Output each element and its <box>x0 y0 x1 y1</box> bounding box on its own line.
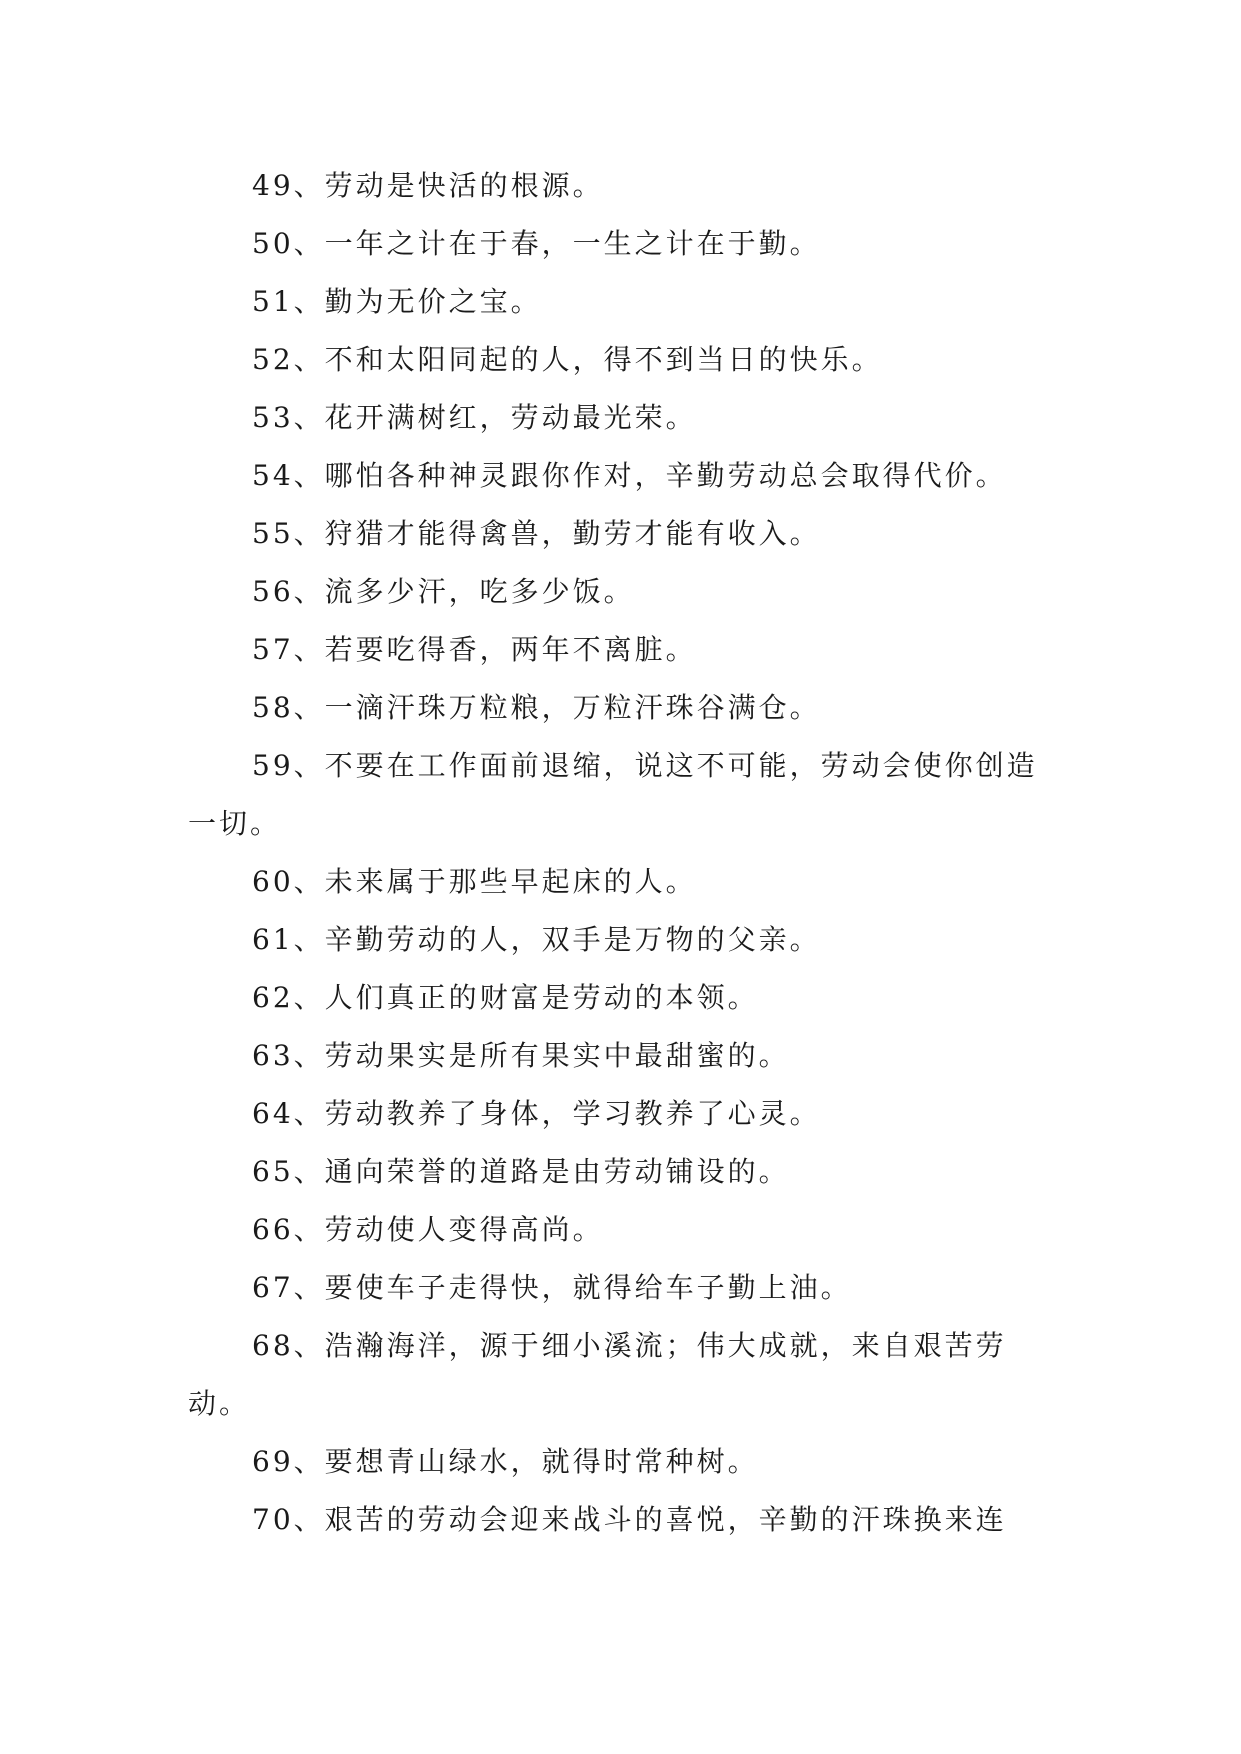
quote-59: 59、不要在工作面前退缩，说这不可能，劳动会使你创造一切。 <box>188 749 1038 840</box>
quote-58: 58、一滴汗珠万粒粮，万粒汗珠谷满仓。 <box>252 691 821 724</box>
quote-63: 63、劳动果实是所有果实中最甜蜜的。 <box>252 1039 790 1072</box>
quote-68: 68、浩瀚海洋，源于细小溪流；伟大成就，来自艰苦劳动。 <box>188 1329 1007 1420</box>
quote-54: 54、哪怕各种神灵跟你作对，辛勤劳动总会取得代价。 <box>252 459 1007 492</box>
quote-53: 53、花开满树红，劳动最光荣。 <box>252 401 697 434</box>
quote-67: 67、要使车子走得快，就得给车子勤上油。 <box>252 1271 852 1304</box>
quote-51: 51、勤为无价之宝。 <box>252 285 542 318</box>
quote-69: 69、要想青山绿水，就得时常种树。 <box>252 1445 759 1478</box>
quote-60: 60、未来属于那些早起床的人。 <box>252 865 697 898</box>
quote-50: 50、一年之计在于春，一生之计在于勤。 <box>252 227 821 260</box>
quote-70: 70、艰苦的劳动会迎来战斗的喜悦，辛勤的汗珠换来连 <box>252 1503 1007 1536</box>
quote-52: 52、不和太阳同起的人，得不到当日的快乐。 <box>252 343 883 376</box>
quote-62: 62、人们真正的财富是劳动的本领。 <box>252 981 759 1014</box>
quote-65: 65、通向荣誉的道路是由劳动铺设的。 <box>252 1155 790 1188</box>
quote-55: 55、狩猎才能得禽兽，勤劳才能有收入。 <box>252 517 821 550</box>
quote-57: 57、若要吃得香，两年不离脏。 <box>252 633 697 666</box>
quote-49: 49、劳动是快活的根源。 <box>252 169 604 202</box>
quote-61: 61、辛勤劳动的人，双手是万物的父亲。 <box>252 923 821 956</box>
quote-56: 56、流多少汗，吃多少饭。 <box>252 575 635 608</box>
quote-66: 66、劳动使人变得高尚。 <box>252 1213 604 1246</box>
document-body <box>188 157 1048 1549</box>
quote-64: 64、劳动教养了身体，学习教养了心灵。 <box>252 1097 821 1130</box>
